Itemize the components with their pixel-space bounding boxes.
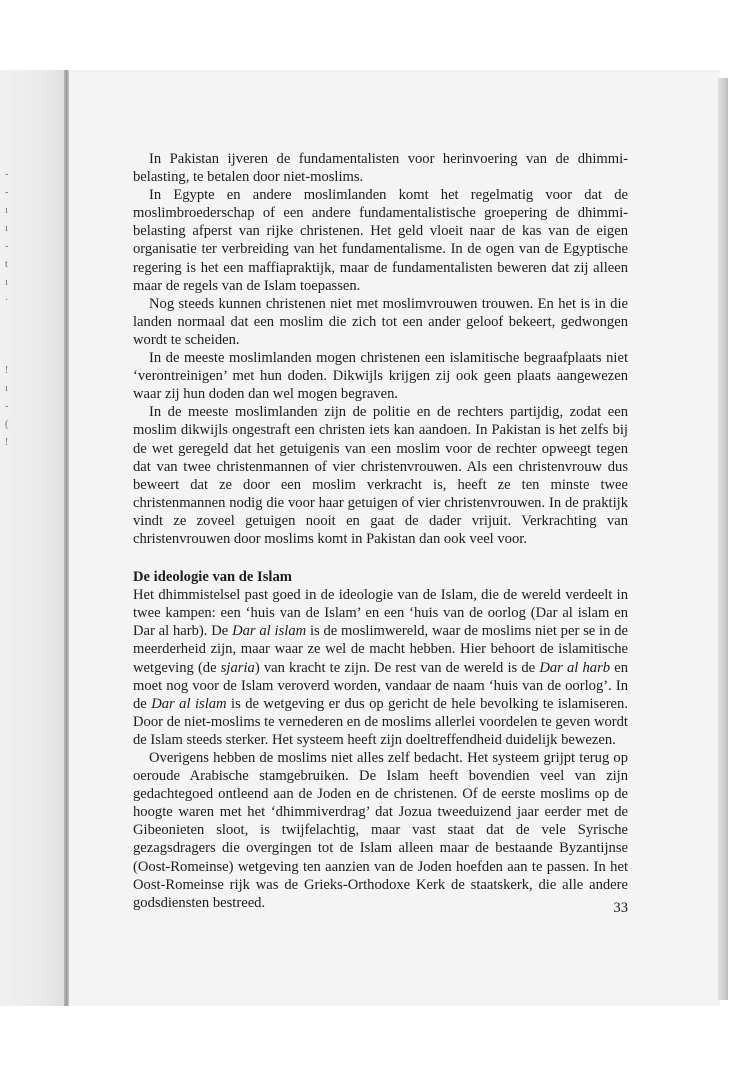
page-stack-edge [718, 78, 728, 1000]
margin-mark: - [5, 241, 9, 252]
margin-mark: ( [5, 419, 9, 430]
paragraph [133, 586, 628, 749]
section-heading: De ideologie van de Islam [133, 569, 292, 586]
margin-mark: ! [5, 365, 9, 376]
text-run: en moet nog voor de Islam veroverd worden, vandaar de naam ‘huis van de oorlog’. In de [133, 659, 629, 712]
margin-mark: ı [5, 383, 8, 394]
paragraph: In Pakistan ijveren de fundamentalisten voor herinvoering van de dhimmi-belasting, te betalen door niet-moslims. [133, 151, 628, 186]
text-run: Het dhimmistelsel past goed in de ideologie van de Islam, die de wereld verdeelt in twee kampen: een ‘huis van de Islam’ en een ‘huis van de oorlog (Dar al islam en Dar al harb). De [133, 587, 628, 640]
italic-term: sjaria [220, 659, 255, 676]
margin-mark: ! [5, 437, 9, 448]
text-run: ) van kracht te zijn. De rest van de wereld is de [254, 659, 540, 676]
text-run: is de moslimwereld, waar de moslims niet per se in de meerderheid zijn, maar waar ze wel de macht hebben. Hier behoort de islamitische wetgeving (de [133, 623, 628, 676]
left-page-margin-marks [0, 70, 20, 1006]
paragraph: Overigens hebben de moslims niet alles zelf bedacht. Het systeem grijpt terug op oeroude Arabische stamgebruiken. De Islam heeft bovendien veel van zijn gedachtegoed ontleend aan de Joden en de christenen. Of de eerste moslims op de hoogte waren met het ‘dhimmiverdrag’ dat Jozua tweeduizend jaar eerder met de Gibeonieten sloot, is twijfelachtig, maar vast staat dat de vele Syrische gezagsdragers die overgingen tot de Islam alleen maar de bestaande Byzantijnse (Oost-Romeinse) wetgeving ten aanzien van de Joden hoefden aan te passen. In het Oost-Romeinse rijk was de Grieks-Orthodoxe Kerk de staatskerk, die alle andere godsdiensten bestreed. [133, 750, 628, 911]
italic-term: Dar al harb [539, 659, 611, 676]
margin-mark: - [5, 169, 9, 180]
italic-term: Dar al islam [151, 695, 227, 712]
margin-mark: - [5, 187, 9, 198]
margin-mark: t [5, 259, 8, 270]
margin-mark: ı [5, 277, 8, 288]
paragraph: In Egypte en andere moslimlanden komt het regelmatig voor dat de moslimbroederschap of een andere fundamentalistische groepering de dhimmi-belasting afperst van rijke christenen. Het geld vloeit naar de kas van de eigen organisatie ter verbreiding van het fundamentalisme. In de ogen van de Egyptische regering is het een maffiapraktijk, maar de fundamentalisten beweren dat zij alleen maar de regels van de Islam toepassen. [133, 187, 628, 294]
margin-mark: - [5, 401, 9, 412]
text-run: is de wetgeving er dus op gericht de hele bevolking te islamiseren. Door de niet-moslims te vernederen en de moslims allerlei voordelen te geven wordt de Islam steeds sterker. Het systeem heeft zijn doeltreffendheid duidelijk bewezen. [133, 695, 628, 748]
paragraph: In de meeste moslimlanden mogen christenen een islamitische begraafplaats niet ‘verontreinigen’ met hun doden. Dikwijls krijgen zij ook geen plaats aangewezen waar zij hun doden dan wel mogen begraven. [133, 350, 628, 403]
margin-mark: · [5, 295, 9, 306]
italic-term: Dar al islam [232, 623, 307, 640]
paragraph: Nog steeds kunnen christenen niet met moslimvrouwen trouwen. En het is in die landen normaal dat een moslim die zich tot een ander geloof bekeert, gedwongen wordt te scheiden. [133, 295, 628, 348]
page-number: 33 [613, 900, 628, 916]
margin-mark: ı [5, 205, 8, 216]
margin-mark: ı [5, 223, 8, 234]
body-text [133, 150, 628, 912]
paragraph: In de meeste moslimlanden zijn de politie en de rechters partijdig, zodat een moslim dikwijls ongestraft een christen iets kan aandoen. In Pakistan is het zelfs bij de wet geregeld dat het getuigenis van een moslim voor de rechter opweegt tegen dat van twee christenmannen of vier christenvrouwen. Als een christenvrouw dus beweert dat ze door een moslim verkracht is, heeft ze ten minste twee christenmannen nodig die voor haar getuigen of vier christenvrouwen. In de praktijk vindt ze zoveel getuigen nooit en gaat de dader vrijuit. Verkrachting van christenvrouwen door moslims komt in Pakistan dan ook veel voor. [133, 404, 628, 547]
